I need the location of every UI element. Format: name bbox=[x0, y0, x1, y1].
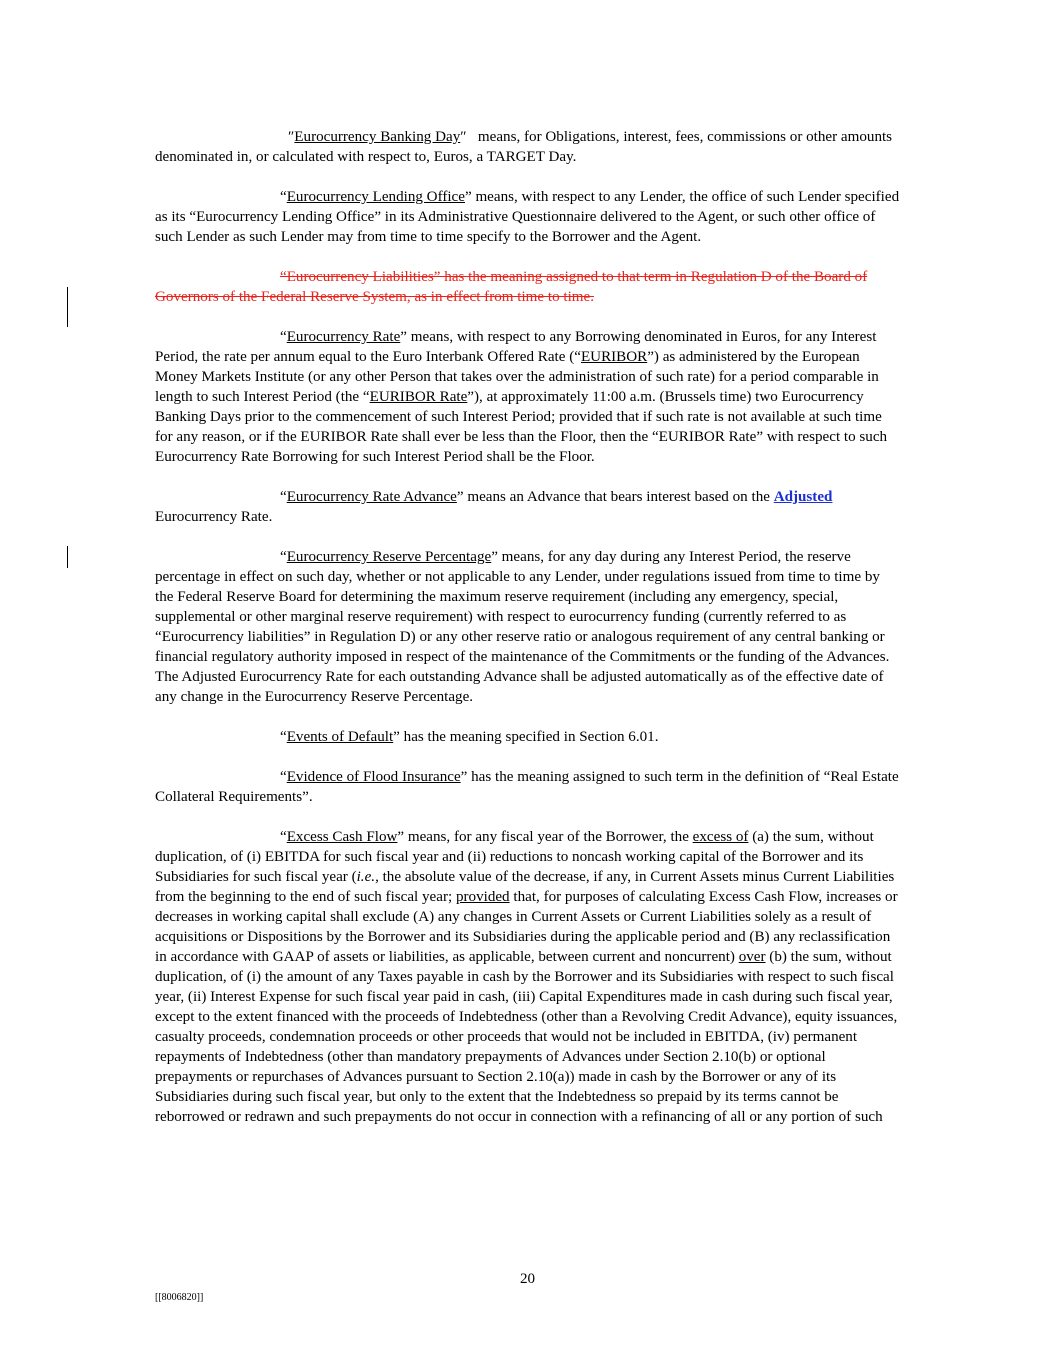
definition-events-of-default: “Events of Default” has the meaning specified in Section 6.01. bbox=[280, 729, 659, 745]
italic-phrase: i.e. bbox=[356, 869, 376, 885]
underlined-phrase: provided bbox=[455, 889, 510, 905]
definition-excess-cash-flow: “Excess Cash Flow” means, for any fiscal year of the Borrower, the excess of (a) the sum, without duplication, of (i) EBITDA for such fiscal year and (ii) reductions to noncash working capital of the Borrower and its Subsidiaries for such fiscal year (i.e., the absolute value of the decrease, if any, in Current Assets minus Current Liabilities from the beginning to the end of such fiscal year; provided that, for purposes of calculating Excess Cash Flow, increases or decreases in working capital shall exclude (A) any changes in Current Assets or Current Liabilities solely as a result of acquisitions or Dispositions by the Borrower and its Subsidiaries during the applicable period and (B) any reclassification in accordance with GAAP of assets or liabilities, as applicable, between current and noncurrent) over (b) the sum, without duplication, of (i) the amount of any Taxes payable in cash by the Borrower and its Subsidiaries with respect to such fiscal year, (ii) Interest Expense for such fiscal year paid in cash, (iii) Capital Expenditures made in cash during such fiscal year, except to the extent financed with the proceeds of Indebtedness (other than a Revolving Credit Advance), equity issuances, casualty proceeds, condemnation proceeds or other proceeds that would not be included in EBITDA, (iv) permanent repayments of Indebtedness (other than mandatory prepayments of Advances under Section 2.10(b) or optional prepayments or repurchases of Advances pursuant to Section 2.10(a)) made in cash by the Borrower or any of its Subsidiaries during such fiscal year, but only to the extent that the Indebtedness so prepaid by its terms cannot be reborrowed or redrawn and such prepayments do not occur in connection with a refinancing of all or any portion of such bbox=[155, 829, 898, 1125]
defined-term: Eurocurrency Rate Advance bbox=[286, 489, 457, 505]
definition-eurocurrency-reserve-percentage: “Eurocurrency Reserve Percentage” means, for any day during any Interest Period, the reserve percentage in effect on such day, whether or not applicable to any Lender, under regulations issued from time to time by the Federal Reserve Board for determining the maximum reserve requirement (including any emergency, special, supplemental or other marginal reserve requirement) with respect to eurocurrency funding (currently referred to as “Eurocurrency liabilities” in Regulation D) or any other reserve ratio or analogous requirement of any central banking or financial regulatory authority imposed in respect of the maintenance of the Commitments or the funding of the Advances. The Adjusted Eurocurrency Rate for each outstanding Advance shall be adjusted automatically as of the effective date of any change in the Eurocurrency Reserve Percentage. bbox=[155, 549, 890, 705]
page-number: 20 bbox=[519, 1271, 536, 1287]
deleted-definition-eurocurrency-liabilities: “Eurocurrency Liabilities” has the meaning assigned to that term in Regulation D of the Board of Governors of the Federal Reserve System, as in effect from time to time. bbox=[155, 269, 868, 305]
change-bar bbox=[67, 287, 68, 327]
defined-term-euribor: EURIBOR bbox=[580, 349, 648, 365]
defined-term: Eurocurrency Banking Day bbox=[294, 129, 461, 145]
definition-eurocurrency-banking-day: ″Eurocurrency Banking Day″ means, for Obligations, interest, fees, commissions or other amounts denominated in, or calculated with respect to, Euros, a TARGET Day. bbox=[155, 129, 893, 165]
defined-term: Evidence of Flood Insurance bbox=[286, 769, 461, 785]
defined-term: Events of Default bbox=[286, 729, 394, 745]
defined-term: Excess Cash Flow bbox=[286, 829, 398, 845]
change-bar bbox=[67, 546, 68, 568]
definition-eurocurrency-lending-office: “Eurocurrency Lending Office” means, with respect to any Lender, the office of such Lender specified as its “Eurocurrency Lending Office” in its Administrative Questionnaire delivered to the Agent, or such other office of such Lender as such Lender may from time to time specify to the Borrower and the Agent. bbox=[155, 189, 900, 245]
inserted-text: Adjusted bbox=[773, 489, 833, 505]
defined-term: Eurocurrency Lending Office bbox=[286, 189, 465, 205]
defined-term: Eurocurrency Reserve Percentage bbox=[286, 549, 492, 565]
underlined-phrase: excess of bbox=[692, 829, 749, 845]
definition-eurocurrency-rate-advance: “Eurocurrency Rate Advance” means an Advance that bears interest based on the Adjusted Eurocurrency Rate. bbox=[155, 489, 833, 525]
document-body bbox=[155, 127, 900, 1147]
underlined-phrase: over bbox=[738, 949, 766, 965]
document-id: [[8006820]] bbox=[155, 1292, 204, 1303]
definition-eurocurrency-rate: “Eurocurrency Rate” means, with respect to any Borrowing denominated in Euros, for any Interest Period, the rate per annum equal to the Euro Interbank Offered Rate (“EURIBOR”) as administered by the European Money Markets Institute (or any other Person that takes over the administration of such rate) for a period comparable in length to such Interest Period (the “EURIBOR Rate”), at approximately 11:00 a.m. (Brussels time) two Eurocurrency Banking Days prior to the commencement of such Interest Period; provided that if such rate is not available at such time for any reason, or if the EURIBOR Rate shall ever be less than the Floor, then the “EURIBOR Rate” with respect to such Eurocurrency Rate Borrowing for such Interest Period shall be the Floor. bbox=[155, 329, 888, 465]
defined-term: Eurocurrency Rate bbox=[286, 329, 401, 345]
defined-term-euribor-rate: EURIBOR Rate bbox=[369, 389, 468, 405]
definition-evidence-of-flood-insurance: “Evidence of Flood Insurance” has the meaning assigned to such term in the definition of “Real Estate Collateral Requirements”. bbox=[155, 769, 899, 805]
